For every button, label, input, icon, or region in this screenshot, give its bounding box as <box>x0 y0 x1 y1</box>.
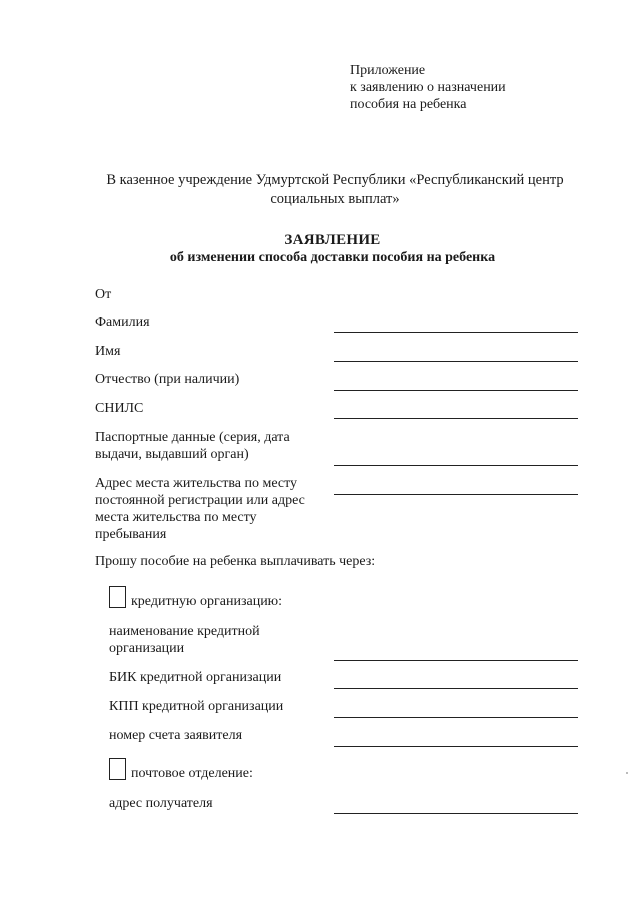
snils-field[interactable] <box>334 418 578 419</box>
from-label: От <box>95 287 112 302</box>
passport-label <box>95 429 290 463</box>
post-office-label: почтовое отделение: <box>131 766 253 781</box>
account-number-label: номер счета заявителя <box>109 728 243 743</box>
document-subtitle: об изменении способа доставки пособия на ребенка <box>169 250 496 265</box>
address-field[interactable] <box>334 494 578 495</box>
annex-line-3: пособия на ребенка <box>350 97 467 112</box>
bank-name-field[interactable] <box>334 660 578 661</box>
bik-field[interactable] <box>334 688 578 689</box>
bank-name-label <box>109 623 260 657</box>
passport-label-line-2: выдачи, выдавший орган) <box>95 447 249 462</box>
passport-field[interactable] <box>334 465 578 466</box>
address-label-line-2: постоянной регистрации или адрес <box>95 493 305 508</box>
annex-line-2: к заявлению о назначении <box>350 80 506 95</box>
address-label <box>95 475 305 543</box>
credit-org-label: кредитную организацию: <box>131 594 283 609</box>
document-title: ЗАЯВЛЕНИЕ <box>284 232 381 248</box>
recipient-address-label: адрес получателя <box>109 796 213 811</box>
post-office-checkbox[interactable] <box>109 758 126 780</box>
account-number-field[interactable] <box>334 746 578 747</box>
annex-note <box>350 62 506 113</box>
address-label-line-1: Адрес места жительства по месту <box>95 476 298 491</box>
first-name-label: Имя <box>95 344 121 359</box>
bank-name-label-line-2: организации <box>109 641 185 656</box>
addressee <box>70 171 600 209</box>
snils-label: СНИЛС <box>95 401 144 416</box>
passport-label-line-1: Паспортные данные (серия, дата <box>95 430 290 445</box>
patronymic-field[interactable] <box>334 390 578 391</box>
credit-org-checkbox[interactable] <box>109 586 126 608</box>
patronymic-label: Отчество (при наличии) <box>95 372 240 387</box>
request-text: Прошу пособие на ребенка выплачивать через: <box>95 554 376 569</box>
address-label-line-3: места жительства по месту <box>95 510 257 525</box>
surname-label: Фамилия <box>95 315 150 330</box>
bik-label: БИК кредитной организации <box>109 670 282 685</box>
scan-speck <box>626 772 628 774</box>
first-name-field[interactable] <box>334 361 578 362</box>
annex-line-1: Приложение <box>350 63 426 78</box>
kpp-field[interactable] <box>334 717 578 718</box>
recipient-address-field[interactable] <box>334 813 578 814</box>
addressee-line-1: В казенное учреждение Удмуртской Республики «Республиканский центр <box>106 172 564 188</box>
addressee-line-2: социальных выплат» <box>270 191 400 207</box>
surname-field[interactable] <box>334 332 578 333</box>
address-label-line-4: пребывания <box>95 527 167 542</box>
kpp-label: КПП кредитной организации <box>109 699 284 714</box>
bank-name-label-line-1: наименование кредитной <box>109 624 260 639</box>
